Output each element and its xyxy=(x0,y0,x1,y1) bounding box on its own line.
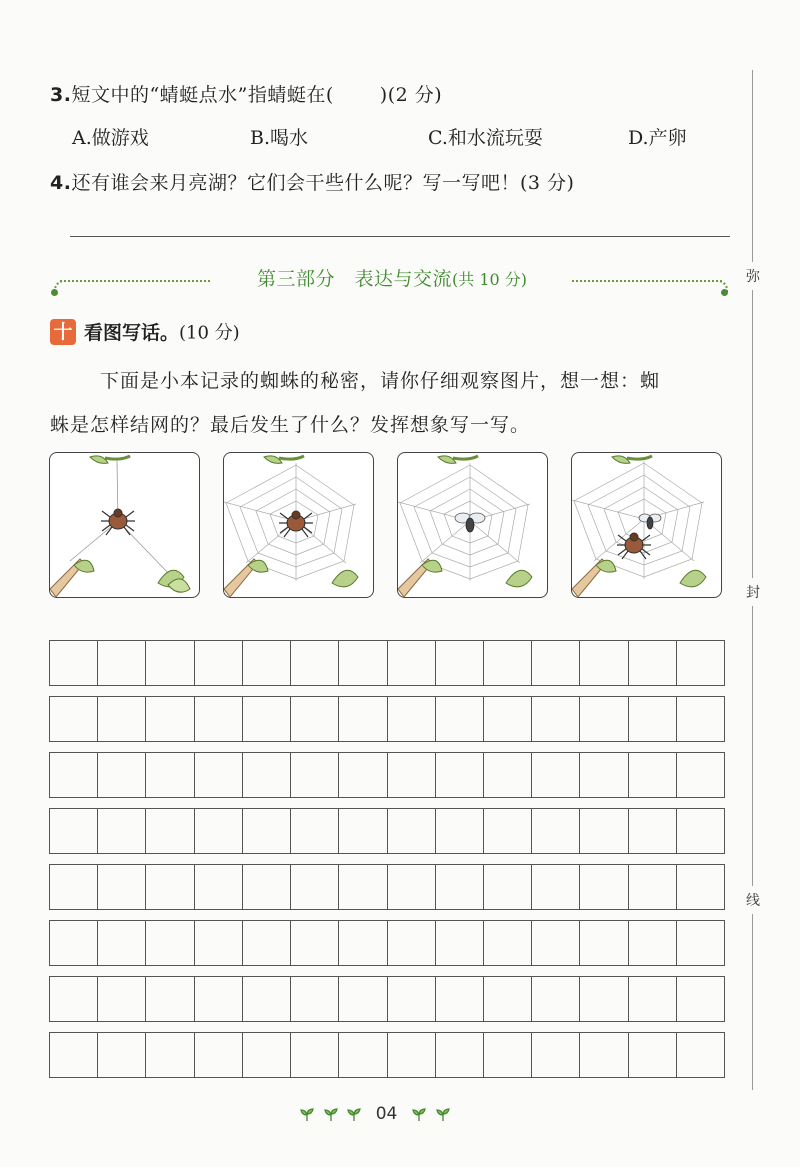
option-c: C.和水流玩耍 xyxy=(428,127,543,149)
spider-icon xyxy=(617,533,651,559)
grid-cell[interactable] xyxy=(436,641,484,685)
grid-cell[interactable] xyxy=(146,921,194,965)
grid-cell[interactable] xyxy=(580,697,628,741)
grid-cell[interactable] xyxy=(243,865,291,909)
grid-cell[interactable] xyxy=(484,753,532,797)
grid-cell[interactable] xyxy=(388,1033,436,1077)
section-title-score: (共 10 分) xyxy=(451,270,528,289)
grid-cell[interactable] xyxy=(580,753,628,797)
grid-cell[interactable] xyxy=(339,865,387,909)
grid-cell[interactable] xyxy=(580,1033,628,1077)
grid-row xyxy=(49,920,725,966)
grid-cell[interactable] xyxy=(243,977,291,1021)
grid-cell[interactable] xyxy=(243,809,291,853)
grid-cell[interactable] xyxy=(243,697,291,741)
question-4-text: 还有谁会来月亮湖？它们会干些什么呢？写一写吧！(3 分) xyxy=(71,172,575,194)
sprout-icon xyxy=(412,1107,426,1121)
sprout-icon xyxy=(436,1107,450,1121)
grid-cell[interactable] xyxy=(436,977,484,1021)
grid-cell[interactable] xyxy=(291,865,339,909)
grid-cell[interactable] xyxy=(146,697,194,741)
grid-cell[interactable] xyxy=(436,809,484,853)
grid-cell[interactable] xyxy=(677,697,725,741)
question-10-header xyxy=(50,318,240,344)
option-a: A.做游戏 xyxy=(72,127,149,149)
grid-cell[interactable] xyxy=(146,865,194,909)
grid-cell[interactable] xyxy=(339,697,387,741)
grid-cell[interactable] xyxy=(146,1033,194,1077)
grid-cell[interactable] xyxy=(629,977,677,1021)
sprout-icon xyxy=(324,1107,338,1121)
grid-cell[interactable] xyxy=(98,697,146,741)
banner-dotline-left xyxy=(60,280,210,282)
grid-cell[interactable] xyxy=(195,697,243,741)
grid-cell[interactable] xyxy=(339,641,387,685)
grid-cell[interactable] xyxy=(50,921,98,965)
grid-cell[interactable] xyxy=(388,753,436,797)
instruction-line-1: 下面是小本记录的蜘蛛的秘密，请你仔细观察图片，想一想：蜘 xyxy=(100,370,661,392)
grid-cell[interactable] xyxy=(195,641,243,685)
grid-cell[interactable] xyxy=(580,977,628,1021)
grid-cell[interactable] xyxy=(339,809,387,853)
answer-line xyxy=(70,236,730,237)
grid-cell[interactable] xyxy=(532,697,580,741)
grid-cell[interactable] xyxy=(388,641,436,685)
grid-row xyxy=(49,696,725,742)
grid-cell[interactable] xyxy=(388,809,436,853)
binding-mark-mi: 弥 xyxy=(742,262,764,290)
grid-cell[interactable] xyxy=(629,641,677,685)
grid-cell[interactable] xyxy=(98,641,146,685)
grid-cell[interactable] xyxy=(195,809,243,853)
spider-start-web-illustration xyxy=(50,453,199,597)
grid-cell[interactable] xyxy=(532,977,580,1021)
grid-cell[interactable] xyxy=(388,977,436,1021)
grid-cell[interactable] xyxy=(98,865,146,909)
grid-cell[interactable] xyxy=(291,977,339,1021)
grid-cell[interactable] xyxy=(195,977,243,1021)
grid-cell[interactable] xyxy=(98,753,146,797)
grid-cell[interactable] xyxy=(629,865,677,909)
grid-cell[interactable] xyxy=(291,921,339,965)
option-d: D.产卵 xyxy=(628,127,687,149)
grid-cell[interactable] xyxy=(98,921,146,965)
grid-cell[interactable] xyxy=(677,753,725,797)
section-banner xyxy=(50,256,730,300)
grid-cell[interactable] xyxy=(98,1033,146,1077)
spider-catches-fly-illustration xyxy=(572,453,721,597)
grid-cell[interactable] xyxy=(532,1033,580,1077)
grid-cell[interactable] xyxy=(50,977,98,1021)
grid-cell[interactable] xyxy=(98,809,146,853)
grid-cell[interactable] xyxy=(532,809,580,853)
grid-cell[interactable] xyxy=(532,921,580,965)
page-footer xyxy=(0,1103,750,1124)
grid-row xyxy=(49,752,725,798)
grid-cell[interactable] xyxy=(484,1033,532,1077)
grid-cell[interactable] xyxy=(339,921,387,965)
grid-cell[interactable] xyxy=(677,921,725,965)
grid-cell[interactable] xyxy=(243,753,291,797)
grid-cell[interactable] xyxy=(436,865,484,909)
grid-cell[interactable] xyxy=(677,641,725,685)
banner-dot-left xyxy=(51,289,58,296)
picture-panel-2 xyxy=(223,452,374,598)
grid-cell[interactable] xyxy=(195,921,243,965)
instruction-line-2: 蛛是怎样结网的？最后发生了什么？发挥想象写一写。 xyxy=(50,414,531,436)
grid-cell[interactable] xyxy=(146,753,194,797)
grid-row xyxy=(49,640,725,686)
grid-cell[interactable] xyxy=(50,865,98,909)
grid-cell[interactable] xyxy=(436,921,484,965)
binding-mark-xian: 线 xyxy=(742,886,764,914)
writing-grid xyxy=(49,640,725,1088)
grid-cell[interactable] xyxy=(98,977,146,1021)
page-number: 04 xyxy=(375,1103,398,1124)
question-number-badge: 十 xyxy=(50,319,76,345)
option-b: B.喝水 xyxy=(250,127,309,149)
grid-cell[interactable] xyxy=(629,921,677,965)
grid-cell[interactable] xyxy=(388,865,436,909)
grid-cell[interactable] xyxy=(243,1033,291,1077)
grid-cell[interactable] xyxy=(291,809,339,853)
banner-dotline-right xyxy=(572,280,722,282)
grid-cell[interactable] xyxy=(291,641,339,685)
grid-row xyxy=(49,1032,725,1078)
grid-cell[interactable] xyxy=(243,921,291,965)
grid-cell[interactable] xyxy=(146,977,194,1021)
sprout-icon xyxy=(347,1107,361,1121)
binding-mark-feng: 封 xyxy=(742,578,764,606)
grid-cell[interactable] xyxy=(677,865,725,909)
grid-cell[interactable] xyxy=(629,1033,677,1077)
grid-cell[interactable] xyxy=(243,641,291,685)
grid-cell[interactable] xyxy=(291,753,339,797)
fly-icon xyxy=(455,513,485,532)
banner-dot-right xyxy=(721,289,728,296)
grid-cell[interactable] xyxy=(50,641,98,685)
grid-cell[interactable] xyxy=(388,697,436,741)
grid-cell[interactable] xyxy=(50,697,98,741)
grid-cell[interactable] xyxy=(195,865,243,909)
fly-icon xyxy=(639,514,661,529)
picture-panel-1 xyxy=(49,452,200,598)
grid-cell[interactable] xyxy=(484,921,532,965)
grid-cell[interactable] xyxy=(339,977,387,1021)
grid-cell[interactable] xyxy=(484,865,532,909)
grid-cell[interactable] xyxy=(146,809,194,853)
grid-cell[interactable] xyxy=(677,977,725,1021)
grid-cell[interactable] xyxy=(388,921,436,965)
grid-cell[interactable] xyxy=(436,753,484,797)
sprout-icon xyxy=(300,1107,314,1121)
question-10-score: (10 分) xyxy=(179,322,240,344)
grid-cell[interactable] xyxy=(436,697,484,741)
grid-cell[interactable] xyxy=(50,1033,98,1077)
grid-cell[interactable] xyxy=(484,977,532,1021)
grid-cell[interactable] xyxy=(339,1033,387,1077)
grid-cell[interactable] xyxy=(50,809,98,853)
grid-cell[interactable] xyxy=(291,1033,339,1077)
grid-cell[interactable] xyxy=(629,697,677,741)
section-title-main: 第三部分 表达与交流 xyxy=(256,268,452,290)
grid-cell[interactable] xyxy=(677,809,725,853)
question-4-number: 4. xyxy=(50,172,72,194)
grid-cell[interactable] xyxy=(629,809,677,853)
grid-cell[interactable] xyxy=(484,641,532,685)
section-title xyxy=(216,264,568,291)
picture-panel-3 xyxy=(397,452,548,598)
question-4 xyxy=(50,168,574,195)
grid-cell[interactable] xyxy=(50,753,98,797)
grid-cell[interactable] xyxy=(339,753,387,797)
grid-cell[interactable] xyxy=(580,865,628,909)
picture-panel-4 xyxy=(571,452,722,598)
grid-cell[interactable] xyxy=(532,753,580,797)
question-3-text-before: 短文中的“蜻蜓点水”指蜻蜓在( xyxy=(71,84,334,106)
grid-cell[interactable] xyxy=(677,1033,725,1077)
grid-row xyxy=(49,808,725,854)
grid-cell[interactable] xyxy=(629,753,677,797)
grid-cell[interactable] xyxy=(195,753,243,797)
question-3-number: 3. xyxy=(50,84,72,106)
grid-cell[interactable] xyxy=(580,921,628,965)
grid-row xyxy=(49,976,725,1022)
grid-cell[interactable] xyxy=(580,641,628,685)
fly-caught-in-web-illustration xyxy=(398,453,547,597)
grid-cell[interactable] xyxy=(532,641,580,685)
question-3 xyxy=(50,80,442,107)
grid-row xyxy=(49,864,725,910)
spider-web-built-illustration xyxy=(224,453,373,597)
grid-cell[interactable] xyxy=(195,1033,243,1077)
grid-cell[interactable] xyxy=(484,809,532,853)
grid-cell[interactable] xyxy=(484,697,532,741)
question-3-text-after: )(2 分) xyxy=(379,84,443,106)
grid-cell[interactable] xyxy=(436,1033,484,1077)
grid-cell[interactable] xyxy=(532,865,580,909)
grid-cell[interactable] xyxy=(580,809,628,853)
grid-cell[interactable] xyxy=(291,697,339,741)
question-10-title: 看图写话。 xyxy=(84,322,180,344)
grid-cell[interactable] xyxy=(146,641,194,685)
